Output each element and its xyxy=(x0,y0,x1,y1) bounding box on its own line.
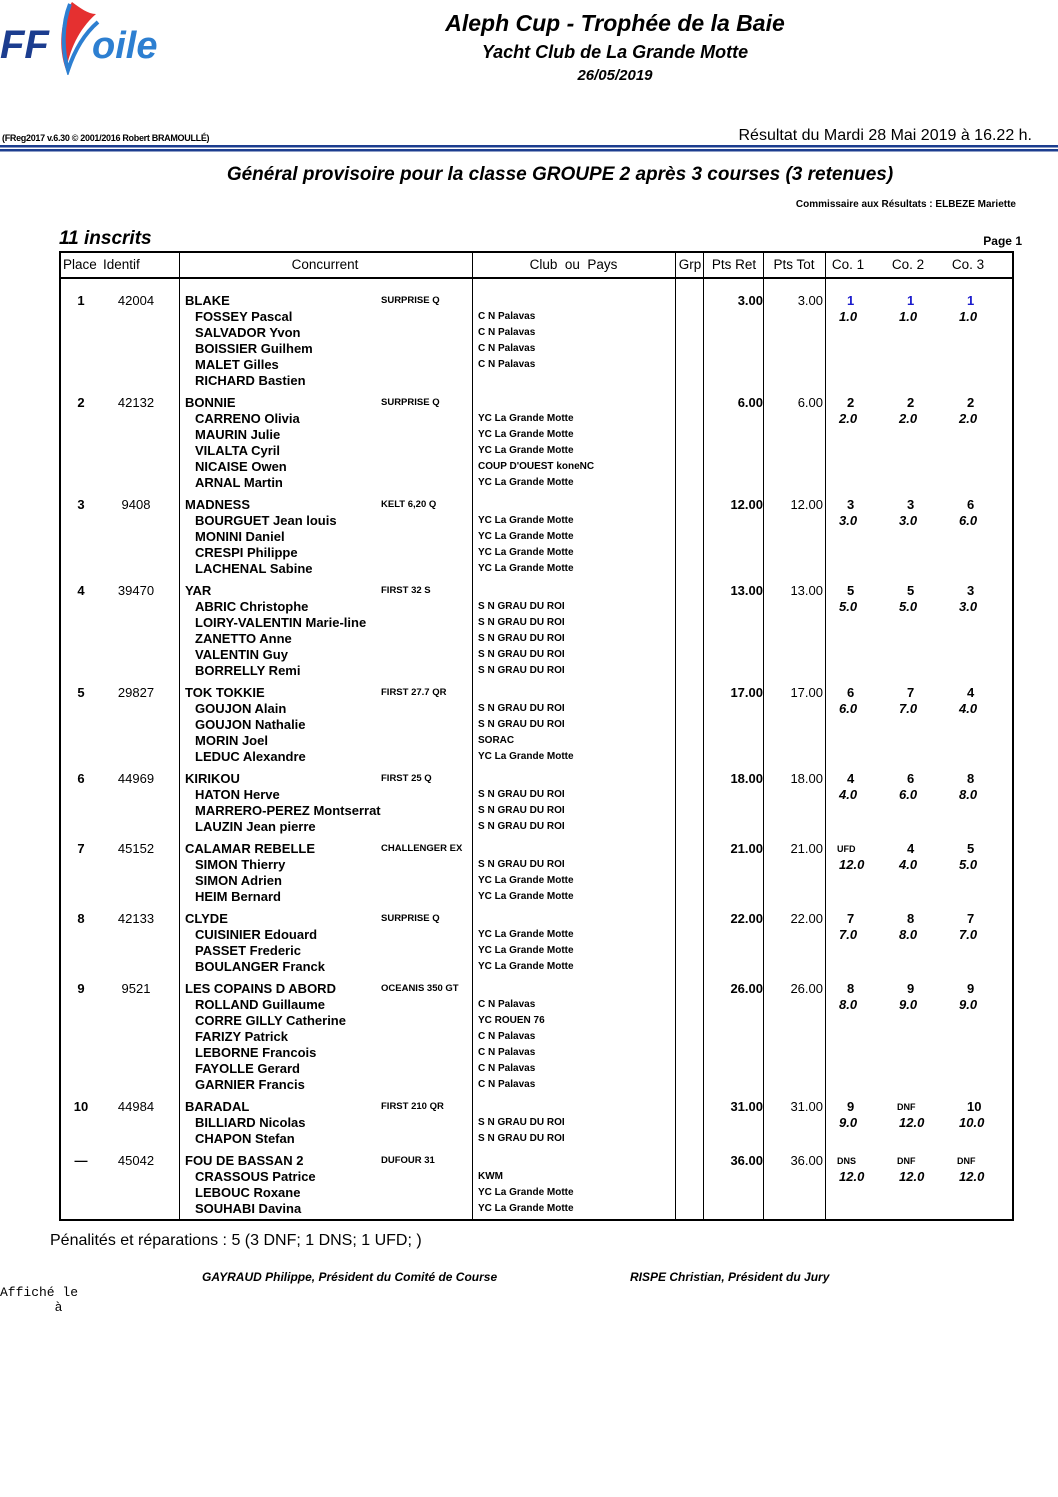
race-rank: 5 xyxy=(847,583,855,598)
crew-club: YC La Grande Motte xyxy=(478,1187,574,1198)
crew-name: HEIM Bernard xyxy=(195,889,281,904)
result-date: Résultat du Mardi 28 Mai 2019 à 16.22 h. xyxy=(738,127,1032,144)
crew-club: S N GRAU DU ROI xyxy=(478,633,565,644)
race-points: 4.0 xyxy=(839,787,858,802)
crew-name: BOULANGER Franck xyxy=(195,959,326,974)
race-points: 7.0 xyxy=(959,927,978,942)
crew-name: SOUHABI Davina xyxy=(195,1201,302,1216)
crew-name: MALET Gilles xyxy=(195,357,279,372)
crew-name: BOURGUET Jean louis xyxy=(195,513,337,528)
race-points: 12.0 xyxy=(899,1169,925,1184)
results-table xyxy=(59,251,1014,1221)
race-points: 5.0 xyxy=(899,599,918,614)
crew-name: CRESPI Philippe xyxy=(195,545,298,560)
crew-club: KWM xyxy=(478,1171,503,1182)
race-points: 6.0 xyxy=(899,787,918,802)
commissaire: Commissaire aux Résultats : ELBEZE Mariette xyxy=(795,199,1016,210)
points-total: 3.00 xyxy=(797,293,823,308)
race-points: 8.0 xyxy=(839,997,858,1012)
col-concurrent: Concurrent xyxy=(291,257,359,272)
table-row xyxy=(61,1153,1012,1217)
race-rank: 8 xyxy=(847,981,855,996)
crew-club: YC La Grande Motte xyxy=(478,961,574,972)
race-rank: 9 xyxy=(967,981,975,996)
race-rank: 3 xyxy=(847,497,855,512)
sail-number: 42133 xyxy=(117,911,155,926)
points-retained: 17.00 xyxy=(730,685,763,700)
crew-club: YC La Grande Motte xyxy=(478,1203,574,1214)
crew-name: GARNIER Francis xyxy=(195,1077,305,1092)
points-total: 13.00 xyxy=(790,583,823,598)
race-points: 8.0 xyxy=(899,927,918,942)
points-retained: 36.00 xyxy=(730,1153,763,1168)
crew-club: S N GRAU DU ROI xyxy=(478,601,565,612)
crew-club: S N GRAU DU ROI xyxy=(478,1117,565,1128)
race-rank: 3 xyxy=(907,497,915,512)
race-points: 10.0 xyxy=(959,1115,985,1130)
sail-number: 42004 xyxy=(117,293,155,308)
race-rank: 6 xyxy=(967,497,975,512)
table-row xyxy=(61,981,1012,1093)
table-row xyxy=(61,583,1012,679)
crew-club: YC La Grande Motte xyxy=(478,515,574,526)
event-date: 26/05/2019 xyxy=(577,67,653,84)
crew-name: MORIN Joel xyxy=(195,733,268,748)
boat-name: FOU DE BASSAN 2 xyxy=(185,1153,304,1168)
race-rank: 1 xyxy=(847,293,855,308)
crew-club: SORAC xyxy=(478,735,515,746)
header-rule xyxy=(0,145,1058,152)
crew-name: PASSET Frederic xyxy=(195,943,301,958)
table-row xyxy=(61,293,1012,389)
boat-name: TOK TOKKIE xyxy=(185,685,265,700)
crew-club: S N GRAU DU ROI xyxy=(478,649,565,660)
president-jury: RISPE Christian, Président du Jury xyxy=(630,1270,830,1284)
boat-name: YAR xyxy=(185,583,212,598)
sail-number: 39470 xyxy=(117,583,155,598)
place: 6 xyxy=(77,771,85,786)
crew-name: BOISSIER Guilhem xyxy=(195,341,313,356)
race-points: 6.0 xyxy=(839,701,858,716)
race-rank: 8 xyxy=(907,911,915,926)
points-total: 17.00 xyxy=(790,685,823,700)
points-total: 22.00 xyxy=(790,911,823,926)
race-rank: 6 xyxy=(847,685,855,700)
race-points: 8.0 xyxy=(959,787,978,802)
crew-club: C N Palavas xyxy=(478,1031,536,1042)
boat-name: CALAMAR REBELLE xyxy=(185,841,315,856)
race-points: 2.0 xyxy=(899,411,918,426)
crew-club: C N Palavas xyxy=(478,1063,536,1074)
inscrits-count: 11 inscrits xyxy=(59,228,152,249)
affiche-note: Affiché le à xyxy=(0,1285,79,1315)
col-race-1: Co. 1 xyxy=(831,257,865,272)
boat-type: SURPRISE Q xyxy=(381,397,440,408)
race-rank: 1 xyxy=(967,293,975,308)
race-rank: 8 xyxy=(967,771,975,786)
race-rank: 2 xyxy=(967,395,975,410)
crew-name: CORRE GILLY Catherine xyxy=(195,1013,346,1028)
crew-club: YC La Grande Motte xyxy=(478,563,574,574)
crew-club: C N Palavas xyxy=(478,1079,536,1090)
race-points: 9.0 xyxy=(899,997,918,1012)
points-retained: 21.00 xyxy=(730,841,763,856)
race-rank: 4 xyxy=(907,841,915,856)
crew-club: S N GRAU DU ROI xyxy=(478,859,565,870)
crew-name: NICAISE Owen xyxy=(195,459,287,474)
boat-type: CHALLENGER EX xyxy=(381,843,463,854)
crew-name: CHAPON Stefan xyxy=(195,1131,295,1146)
crew-name: ARNAL Martin xyxy=(195,475,283,490)
race-points: 12.0 xyxy=(959,1169,985,1184)
col-ident: Identif xyxy=(103,257,140,272)
crew-name: GOUJON Alain xyxy=(195,701,287,716)
place: 10 xyxy=(73,1099,89,1114)
race-points: 5.0 xyxy=(839,599,858,614)
boat-type: DUFOUR 31 xyxy=(381,1155,435,1166)
crew-name: GOUJON Nathalie xyxy=(195,717,306,732)
boat-type: OCEANIS 350 GT xyxy=(381,983,459,994)
boat-type: FIRST 25 Q xyxy=(381,773,432,784)
crew-club: YC La Grande Motte xyxy=(478,531,574,542)
table-row xyxy=(61,497,1012,577)
software-credit: (FReg2017 v.6.30 © 2001/2016 Robert BRAMOULLÉ) xyxy=(2,133,210,143)
race-points: 4.0 xyxy=(899,857,918,872)
crew-club: YC La Grande Motte xyxy=(478,547,574,558)
table-row xyxy=(61,841,1012,905)
crew-name: FAYOLLE Gerard xyxy=(195,1061,300,1076)
race-rank: 6 xyxy=(907,771,915,786)
crew-club: C N Palavas xyxy=(478,359,536,370)
sail-number: 9521 xyxy=(121,981,151,996)
boat-name: BLAKE xyxy=(185,293,230,308)
crew-club: C N Palavas xyxy=(478,311,536,322)
race-rank: 2 xyxy=(907,395,915,410)
race-points: 7.0 xyxy=(839,927,858,942)
place: 7 xyxy=(77,841,85,856)
place: 8 xyxy=(77,911,85,926)
crew-name: VALENTIN Guy xyxy=(195,647,288,662)
sail-number: 29827 xyxy=(117,685,155,700)
crew-name: BILLIARD Nicolas xyxy=(195,1115,306,1130)
race-rank: 10 xyxy=(967,1099,982,1114)
boat-name: BONNIE xyxy=(185,395,236,410)
race-rank: DNS xyxy=(837,1156,857,1166)
race-points: 3.0 xyxy=(899,513,918,528)
crew-club: S N GRAU DU ROI xyxy=(478,703,565,714)
crew-club: S N GRAU DU ROI xyxy=(478,821,565,832)
race-points: 2.0 xyxy=(959,411,978,426)
race-rank: 9 xyxy=(907,981,915,996)
race-points: 3.0 xyxy=(839,513,858,528)
col-pts-ret: Pts Ret xyxy=(711,257,757,272)
crew-name: LOIRY-VALENTIN Marie-line xyxy=(195,615,367,630)
race-rank: 5 xyxy=(967,841,975,856)
points-total: 12.00 xyxy=(790,497,823,512)
crew-name: ZANETTO Anne xyxy=(195,631,292,646)
place: 1 xyxy=(77,293,85,308)
boat-type: FIRST 32 S xyxy=(381,585,431,596)
crew-club: YC La Grande Motte xyxy=(478,445,574,456)
crew-club: S N GRAU DU ROI xyxy=(478,789,565,800)
table-row xyxy=(61,1099,1012,1147)
crew-club: S N GRAU DU ROI xyxy=(478,1133,565,1144)
sail-number: 9408 xyxy=(121,497,151,512)
place: 2 xyxy=(77,395,85,410)
sail-number: 42132 xyxy=(117,395,155,410)
race-points: 1.0 xyxy=(899,309,918,324)
race-rank: DNF xyxy=(957,1156,976,1166)
table-row xyxy=(61,395,1012,491)
crew-name: FARIZY Patrick xyxy=(195,1029,288,1044)
points-retained: 22.00 xyxy=(730,911,763,926)
boat-name: LES COPAINS D ABORD xyxy=(185,981,336,996)
crew-club: YC La Grande Motte xyxy=(478,429,574,440)
crew-name: MAURIN Julie xyxy=(195,427,281,442)
club-name: Yacht Club de La Grande Motte xyxy=(481,42,749,62)
boat-name: BARADAL xyxy=(185,1099,250,1114)
race-rank: 2 xyxy=(847,395,855,410)
sail-number: 44969 xyxy=(117,771,155,786)
col-club: Club ou Pays xyxy=(529,257,618,272)
crew-name: SIMON Adrien xyxy=(195,873,282,888)
col-race-2: Co. 2 xyxy=(891,257,925,272)
crew-club: YC La Grande Motte xyxy=(478,751,574,762)
place: 9 xyxy=(77,981,85,996)
crew-club: C N Palavas xyxy=(478,327,536,338)
crew-name: FOSSEY Pascal xyxy=(195,309,293,324)
race-rank: 9 xyxy=(847,1099,855,1114)
table-row xyxy=(61,685,1012,765)
race-points: 1.0 xyxy=(959,309,978,324)
crew-club: S N GRAU DU ROI xyxy=(478,805,565,816)
crew-name: MARRERO-PEREZ Montserrat xyxy=(195,803,381,818)
crew-club: C N Palavas xyxy=(478,343,536,354)
crew-club: COUP D'OUEST koneNC xyxy=(478,461,595,472)
points-retained: 13.00 xyxy=(730,583,763,598)
points-total: 26.00 xyxy=(790,981,823,996)
points-retained: 31.00 xyxy=(730,1099,763,1114)
race-points: 6.0 xyxy=(959,513,978,528)
crew-club: S N GRAU DU ROI xyxy=(478,719,565,730)
crew-club: S N GRAU DU ROI xyxy=(478,665,565,676)
col-grp: Grp xyxy=(678,257,702,272)
race-rank: 7 xyxy=(907,685,915,700)
points-total: 21.00 xyxy=(790,841,823,856)
boat-name: CLYDE xyxy=(185,911,228,926)
col-race-3: Co. 3 xyxy=(951,257,985,272)
sail-number: 45152 xyxy=(117,841,155,856)
crew-club: YC ROUEN 76 xyxy=(478,1015,545,1026)
crew-name: ABRIC Christophe xyxy=(195,599,309,614)
place: 5 xyxy=(77,685,85,700)
race-points: 12.0 xyxy=(839,857,865,872)
points-total: 36.00 xyxy=(790,1153,823,1168)
penalties-summary: Pénalités et réparations : 5 (3 DNF; 1 DNS; 1 UFD; ) xyxy=(50,1232,422,1249)
svg-text:oile: oile xyxy=(92,25,158,67)
crew-name: ROLLAND Guillaume xyxy=(195,997,326,1012)
crew-name: CUISINIER Edouard xyxy=(195,927,318,942)
crew-club: YC La Grande Motte xyxy=(478,929,574,940)
crew-club: YC La Grande Motte xyxy=(478,413,574,424)
crew-club: YC La Grande Motte xyxy=(478,945,574,956)
page-number: Page 1 xyxy=(983,234,1022,248)
table-row xyxy=(61,771,1012,835)
boat-type: FIRST 27.7 QR xyxy=(381,687,447,698)
race-points: 12.0 xyxy=(839,1169,865,1184)
points-total: 18.00 xyxy=(790,771,823,786)
table-row xyxy=(61,911,1012,975)
race-points: 1.0 xyxy=(839,309,858,324)
table-header xyxy=(61,253,1012,279)
col-pts-tot: Pts Tot xyxy=(773,257,815,272)
place: 3 xyxy=(77,497,85,512)
crew-name: CRASSOUS Patrice xyxy=(195,1169,316,1184)
crew-club: YC La Grande Motte xyxy=(478,891,574,902)
crew-name: LAUZIN Jean pierre xyxy=(195,819,316,834)
boat-name: MADNESS xyxy=(185,497,251,512)
race-rank: 5 xyxy=(907,583,915,598)
crew-name: LEBOUC Roxane xyxy=(195,1185,301,1200)
race-points: 4.0 xyxy=(959,701,978,716)
points-total: 6.00 xyxy=(797,395,823,410)
crew-club: YC La Grande Motte xyxy=(478,875,574,886)
place: 4 xyxy=(77,583,85,598)
crew-name: MONINI Daniel xyxy=(195,529,285,544)
race-points: 7.0 xyxy=(899,701,918,716)
race-points: 9.0 xyxy=(959,997,978,1012)
points-retained: 26.00 xyxy=(730,981,763,996)
crew-name: CARRENO Olivia xyxy=(195,411,300,426)
race-rank: DNF xyxy=(897,1156,916,1166)
race-points: 12.0 xyxy=(899,1115,925,1130)
president-comite: GAYRAUD Philippe, Président du Comité de Course xyxy=(202,1270,498,1284)
points-retained: 6.00 xyxy=(737,395,763,410)
race-rank: UFD xyxy=(837,844,856,854)
place: — xyxy=(74,1153,88,1168)
boat-type: SURPRISE Q xyxy=(381,913,440,924)
sail-number: 45042 xyxy=(117,1153,155,1168)
crew-club: YC La Grande Motte xyxy=(478,477,574,488)
crew-name: LEBORNE Francois xyxy=(195,1045,317,1060)
crew-name: VILALTA Cyril xyxy=(195,443,280,458)
boat-type: KELT 6,20 Q xyxy=(381,499,437,510)
race-rank: 4 xyxy=(967,685,975,700)
crew-club: C N Palavas xyxy=(478,1047,536,1058)
crew-name: SALVADOR Yvon xyxy=(195,325,301,340)
race-rank: 1 xyxy=(907,293,915,308)
crew-name: RICHARD Bastien xyxy=(195,373,306,388)
crew-name: HATON Herve xyxy=(195,787,280,802)
points-total: 31.00 xyxy=(790,1099,823,1114)
race-points: 3.0 xyxy=(959,599,978,614)
points-retained: 3.00 xyxy=(737,293,763,308)
crew-club: C N Palavas xyxy=(478,999,536,1010)
ffvoile-logo xyxy=(0,0,180,75)
points-retained: 12.00 xyxy=(730,497,763,512)
crew-name: SIMON Thierry xyxy=(195,857,286,872)
event-title: Aleph Cup - Trophée de la Baie xyxy=(445,10,785,36)
boat-name: KIRIKOU xyxy=(185,771,240,786)
classement-title: Général provisoire pour la classe GROUPE 2 après 3 courses (3 retenues) xyxy=(226,164,894,185)
race-rank: 7 xyxy=(967,911,975,926)
svg-text:FF: FF xyxy=(0,23,49,67)
race-rank: 7 xyxy=(847,911,855,926)
race-points: 9.0 xyxy=(839,1115,858,1130)
race-rank: DNF xyxy=(897,1102,916,1112)
race-rank: 3 xyxy=(967,583,975,598)
race-points: 5.0 xyxy=(959,857,978,872)
boat-type: FIRST 210 QR xyxy=(381,1101,444,1112)
crew-name: BORRELLY Remi xyxy=(195,663,301,678)
col-place: Place xyxy=(63,257,97,272)
crew-name: LACHENAL Sabine xyxy=(195,561,313,576)
race-points: 2.0 xyxy=(839,411,858,426)
sail-number: 44984 xyxy=(117,1099,155,1114)
points-retained: 18.00 xyxy=(730,771,763,786)
crew-name: LEDUC Alexandre xyxy=(195,749,306,764)
boat-type: SURPRISE Q xyxy=(381,295,440,306)
race-rank: 4 xyxy=(847,771,855,786)
crew-club: S N GRAU DU ROI xyxy=(478,617,565,628)
